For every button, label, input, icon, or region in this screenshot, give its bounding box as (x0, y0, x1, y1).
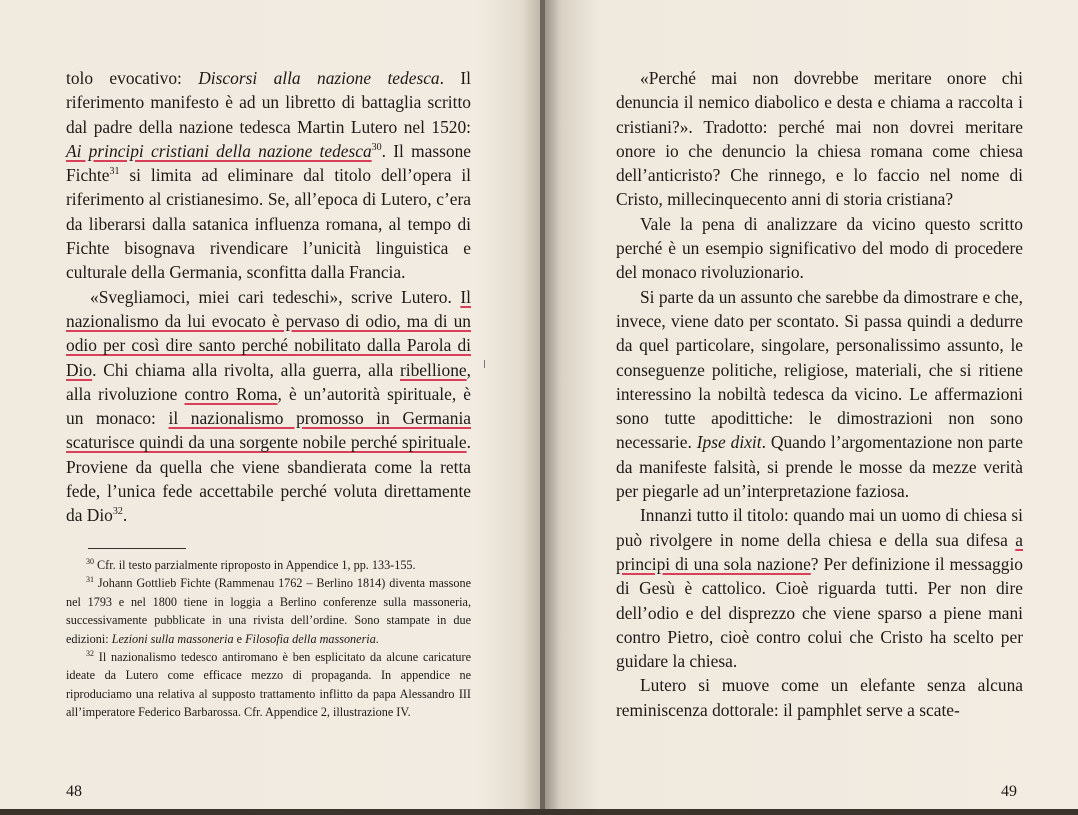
footnote-ref-30[interactable]: 30 (371, 142, 382, 154)
pencil-mark (484, 360, 485, 368)
right-paragraph-1: «Perché mai non dovrebbe meritare onore chi denuncia il nemico diabolico e desta e chiama a raccolta i cristiani?». Tradotto: perché mai non dovrei meritare onore io che denuncio la chiesa romana come chiesa dell’anticristo? Che rinnego, e lo faccio nel nome di Cristo, millecinquecento anni di storia cristiana? (616, 68, 1023, 210)
left-paragraph-2: «Svegliamoci, miei cari tedeschi», scrive Lutero. Il nazionalismo da lui evocato è pervaso di odio, ma di un odio per così dire santo perché nobilitato dalla Parola di Dio. Chi chiama alla rivolta, alla guerra, alla ribellione, alla rivoluzione contro Roma, è un’autorità spirituale, è un monaco: il nazionalismo promosso in Germania scaturisce quindi da una sorgente nobile perché spirituale. Proviene da quella che viene sbandierata come la retta fede, l’unica fede accettabile perché voluta direttamente da Dio$^{32}$. (66, 286, 471, 526)
title-discorsi: Discorsi alla nazione tedesca (198, 68, 440, 88)
table-edge (0, 809, 1078, 815)
left-paragraph-1: tolo evocativo: Discorsi alla nazione tedesca. Il riferimento manifesto è ad un libretto di battaglia scritto dal padre della nazione tedesca Martin Lutero nel 1520: Ai principi cristiani della nazione tedesca$^{30}$. Il massone Fichte$^{31}$ si limita ad eliminare dal titolo dell’opera il riferimento al cristianesimo. Se, all’epoca di Lutero, c’era da liberarsi dalla satanica influenza romana, al tempo di Fichte bisognava rivendicare l’unicità linguistica e culturale della Germania, sconfitta dalla Francia. (66, 68, 471, 283)
highlight-sorgente-nobile: il nazionalismo promosso in Germania scaturisce quindi da una sorgente nobile perché spirituale (66, 408, 471, 453)
highlight-contro-roma: contro Roma (184, 383, 278, 404)
footnote-32: $^{32}$ Il nazionalismo tedesco antiromano è ben esplicitato da alcune caricature ideate da Lutero come efficace mezzo di propaganda. In appendice ne riproduciamo una relativa al supposto trattamento inflitto da papa Alessandro III all’imperatore Federico Barbarossa. Cfr. Appendice 2, illustrazione IV. (66, 648, 471, 720)
right-paragraph-2: Vale la pena di analizzare da vicino questo scritto perché è un esempio significativo del modo di procedere del monaco rivoluzionario. (616, 213, 1023, 283)
title-ai-principi: Ai principi cristiani della nazione tedesca (66, 140, 372, 161)
right-page (545, 0, 1078, 815)
footnote-ref-31[interactable]: 31 (109, 166, 120, 178)
highlight-ribellione: ribellione (399, 359, 467, 380)
page-number-left: 48 (66, 783, 82, 800)
footnote-ref-32[interactable]: 32 (112, 506, 123, 518)
highlight-nazionalismo: Il nazionalismo da lui evocato è pervaso di odio, ma di un odio per così dire santo perché nobilitato dalla Parola di Dio (66, 286, 471, 380)
footnotes (66, 556, 471, 722)
right-paragraph-3: Si parte da un assunto che sarebbe da dimostrare e che, invece, viene dato per scontato. Si passa quindi a dedurre da quel particolare, singolare, personalissimo assunto, le conseguenze politiche, religiose, materiali, che si ritiene interessino la nobiltà tedesca da vicino. Le affermazioni sono tutte apodittiche: le dimostrazioni non sono necessarie. Ipse dixit. Quando l’argomentazione non parte da manifeste falsità, si prende le mosse da mezze verità per piegarle ad un’interpretazione faziosa. (616, 286, 1023, 502)
page-number-right: 49 (1001, 783, 1017, 800)
footnote-31: $^{31}$ Johann Gottlieb Fichte (Rammenau 1762 – Berlino 1814) diventa massone nel 1793 e nel 1800 tiene in loggia a Berlino conferenze sulla massoneria, successivamente pubblicate in una rivista dell’ordine. Sono stampate in due edizioni: Lezioni sulla massoneria e Filosofia della massoneria. (66, 575, 471, 646)
right-paragraph-4: Innanzi tutto il titolo: quando mai un uomo di chiesa si può rivolgere in nome della chiesa e della sua difesa a principi di una sola nazione? Per definizione il messaggio di Gesù è cattolico. Cioè riguarda tutti. Per non dire dell’odio e del disprezzo che viene sparso a piene mani contro Pietro, cioè contro colui che Cristo ha scelto per guidare la chiesa. (616, 505, 1023, 672)
left-body-text (66, 66, 471, 528)
highlight-principi-nazione: a principi di una sola nazione (616, 529, 1023, 574)
ipse-dixit: Ipse dixit (696, 432, 762, 453)
footnote-divider (88, 548, 186, 549)
right-paragraph-5: Lutero si muove come un elefante senza alcuna reminiscenza dottorale: il pamphlet serve a scate- (616, 675, 1023, 720)
right-body-text (616, 66, 1023, 722)
footnote-30: $^{30}$ Cfr. il testo parzialmente riproposto in Appendice 1, pp. 133-155. (86, 556, 416, 572)
